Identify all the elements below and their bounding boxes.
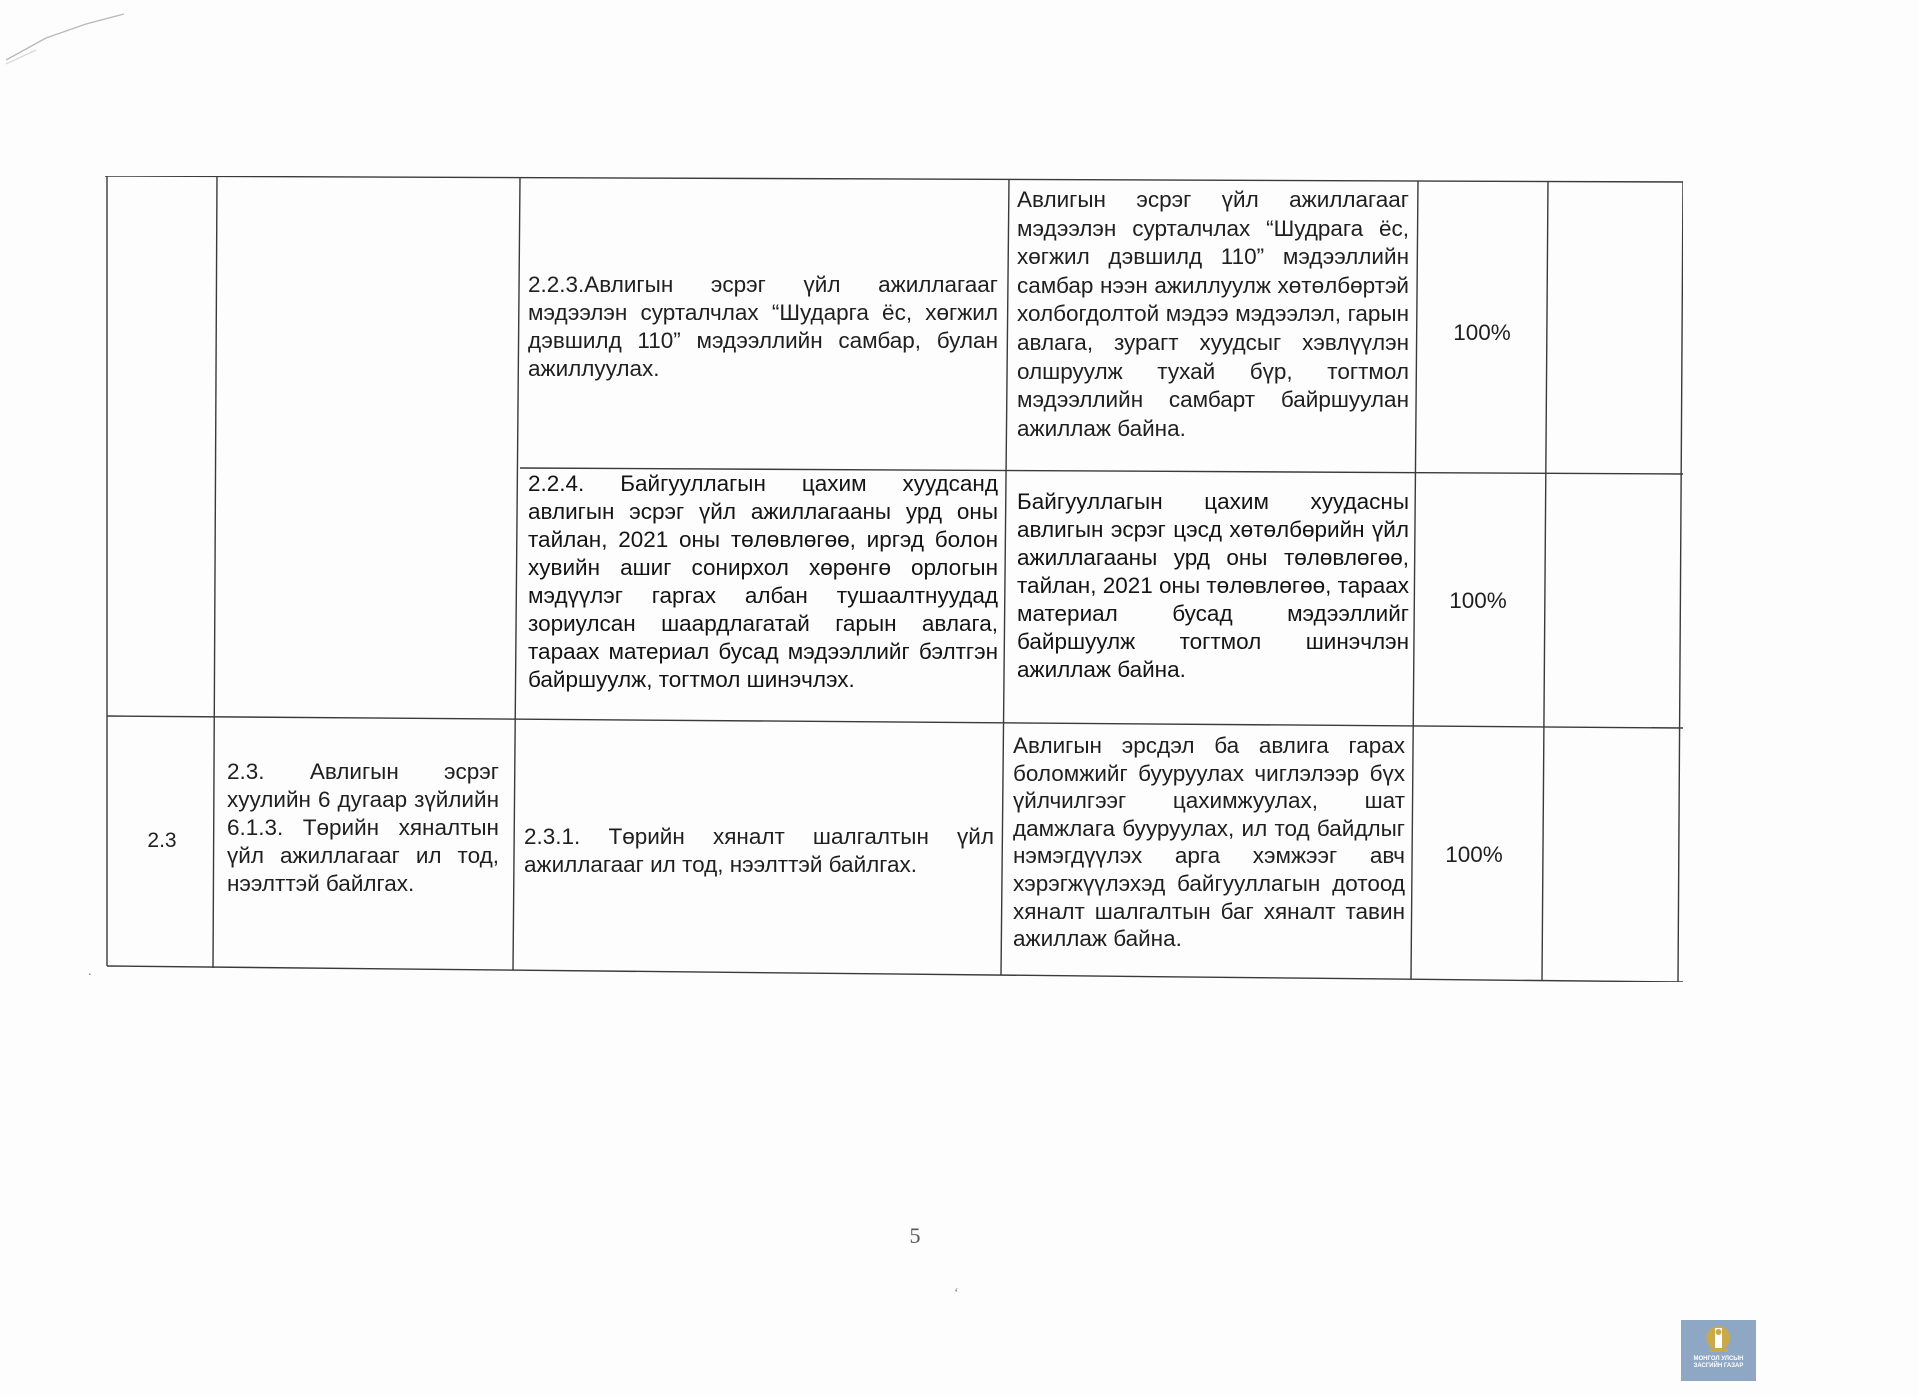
row-2-3-result xyxy=(1013,732,1405,980)
col-divider-2 xyxy=(513,178,520,970)
scan-speck: . xyxy=(88,964,92,979)
row-2-2-4-percent xyxy=(1416,568,1540,634)
activity-text: 2.2.4. Байгууллагын цахим хуудсанд авлигын эсрэг үйл ажиллагааны урд оны тайлан, 2021 оны төлөвлөгөө, иргэд болон хувийн ашиг сонирхол хөрөнгө орлогын мэдүүлэг гаргах албан тушаалтнуудад зориулсан шаардлагатай гарын авлага, тараах материал бусад мэдээллийг бэлтгэн байршуулж, тогтмол шинэчлэх. xyxy=(528,471,998,692)
government-emblem-icon xyxy=(1681,1320,1756,1381)
row-2-2-3-activity xyxy=(528,262,998,392)
percent-value: 100% xyxy=(1453,320,1511,345)
activity-text: 2.2.3.Авлигын эсрэг үйл ажиллагааг мэдээлэн сурталчлах “Шударга ёс, хөгжил дэвшилд 110” мэдээллийн самбар, булан ажиллуулах. xyxy=(528,272,998,381)
row-2-3-activity xyxy=(524,818,994,884)
percent-value: 100% xyxy=(1445,842,1503,867)
row-2-2-3-percent xyxy=(1420,300,1544,366)
row-number: 2.3 xyxy=(147,829,177,852)
row-2-3-percent xyxy=(1412,822,1536,888)
row-2-2-3-result xyxy=(1017,186,1409,474)
row-2-3-law-reference xyxy=(227,758,499,938)
scan-artifact-corner xyxy=(6,10,126,70)
col-divider-3 xyxy=(1001,179,1009,975)
row-2-3-number xyxy=(110,808,214,874)
result-text: Авлигын эрсдэл ба авлига гарах боломжийг бууруулах чиглэлээр бүх үйлчилгээг цахимжуулах, шат дамжлага бууруулах, ил тод байдлыг нэмэгдүүлэх арга хэмжээг авч хэрэгжүүлэхэд байгууллагын дотоод хяналт шалгалтын баг хяналт тавин ажиллаж байна. xyxy=(1013,733,1405,952)
emblem-caption: МОНГОЛ УЛСЫН ЗАСГИЙН ГАЗАР xyxy=(1693,1356,1744,1369)
row-2-2-4-result xyxy=(1017,488,1409,710)
scan-speck: ‘ xyxy=(954,1286,959,1301)
result-text: Авлигын эсрэг үйл ажиллагааг мэдээлэн сурталчлах “Шудрага ёс, хөгжил дэвшилд 110” мэдээллийн самбар нээн ажиллуулж хөтөлбөртэй холбогдолтой мэдээ мэдээлэл, гарын авлага, зурагт хуудсыг хэвлүүлэн олшруулж тухай бүр, тогтмол мэдээллийн самбарт байршуулан ажиллаж байна. xyxy=(1017,187,1409,441)
result-text: Байгууллагын цахим хуудасны авлигын эсрэг цэсд хөтөлбөрийн үйл ажиллагааны урд оны төлөвлөгөө, тайлан, 2021 оны төлөвлөгөө, тараах материал бусад мэдээллийг байршуулж тогтмол шинэчлэн ажиллаж байна. xyxy=(1017,489,1410,682)
percent-value: 100% xyxy=(1449,588,1507,613)
activity-text: 2.3.1. Төрийн хяналт шалгалтын үйл ажиллагааг ил тод, нээлттэй байлгах. xyxy=(524,824,994,877)
table-top-border xyxy=(105,176,1683,182)
law-reference-text: 2.3. Авлигын эсрэг хуулийн 6 дугаар зүйлийн 6.1.3. Төрийн хяналтын үйл ажиллагааг ил тод, нээлттэй байлгах. xyxy=(227,759,499,896)
page-number: 5 xyxy=(909,1223,921,1248)
table-bottom-border xyxy=(107,966,1683,982)
row-2-2-4-activity xyxy=(528,470,998,720)
table-right-border xyxy=(1678,182,1683,982)
